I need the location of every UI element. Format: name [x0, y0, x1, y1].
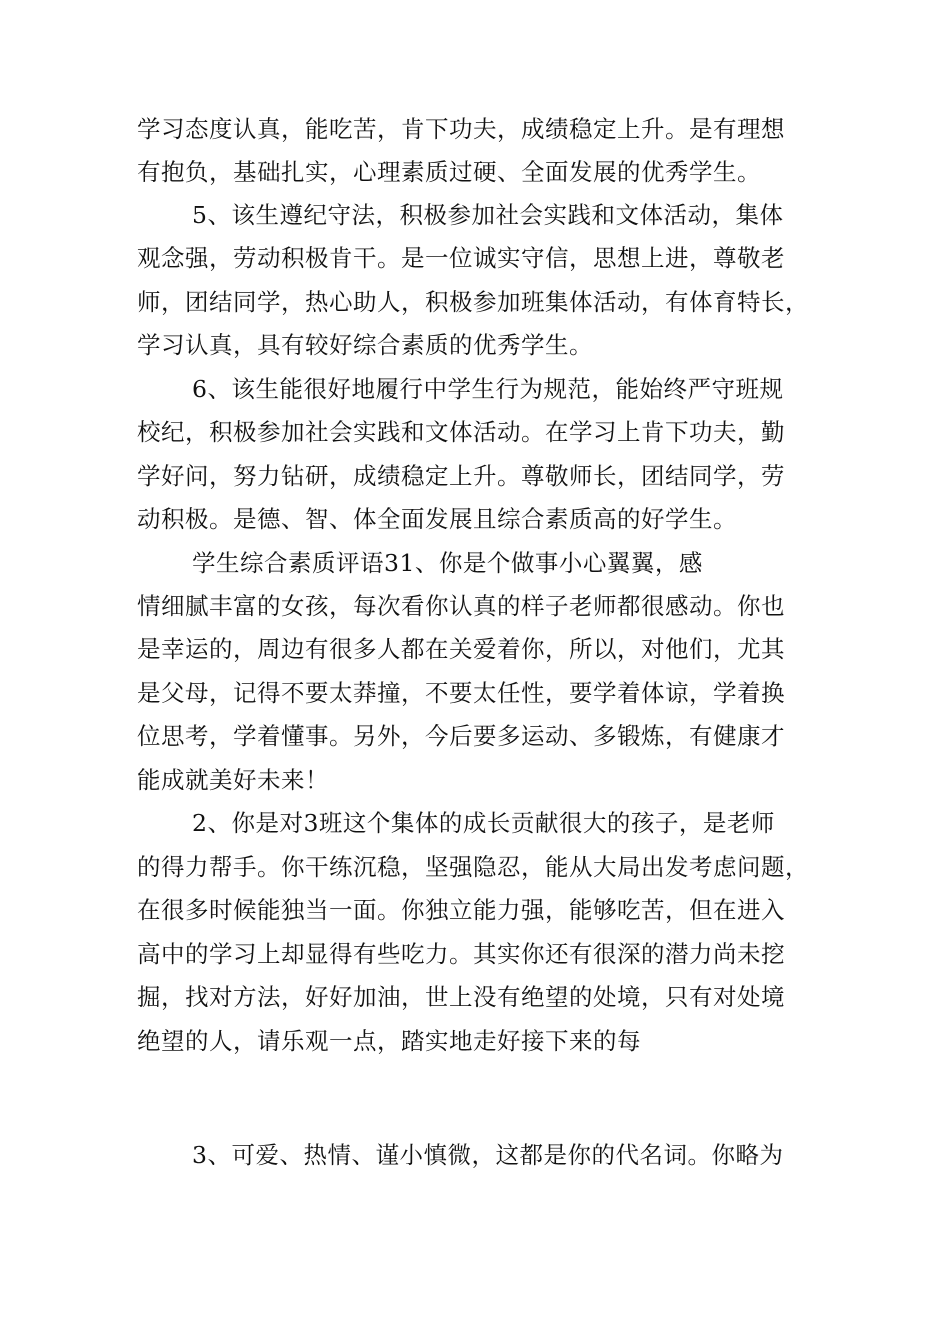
text-line: 情细腻丰富的女孩，每次看你认真的样子老师都很感动。你也: [137, 592, 785, 620]
text-line: 高中的学习上却显得有些吃力。其实你还有很深的潜力尚未挖: [137, 940, 785, 968]
text-line: 位思考，学着懂事。另外，今后要多运动、多锻炼，有健康才: [137, 722, 785, 750]
text-line: 掘，找对方法，好好加油，世上没有绝望的处境，只有对处境: [137, 983, 785, 1011]
paragraph-start-line: 学生综合素质评语31、你是个做事小心翼翼，感: [192, 549, 703, 577]
text-line: 校纪，积极参加社会实践和文体活动。在学习上肯下功夫，勤: [137, 418, 785, 446]
text-line: 能成就美好未来！: [137, 766, 329, 794]
text-line: 动积极。是德、智、体全面发展且综合素质高的好学生。: [137, 505, 737, 533]
text-line: 是幸运的，周边有很多人都在关爱着你，所以，对他们，尤其: [137, 635, 785, 663]
text-line: 在很多时候能独当一面。你独立能力强，能够吃苦，但在进入: [137, 896, 785, 924]
text-line: 有抱负，基础扎实，心理素质过硬、全面发展的优秀学生。: [137, 158, 761, 186]
text-line: 学习态度认真，能吃苦，肯下功夫，成绩稳定上升。是有理想: [137, 115, 785, 143]
paragraph-start-line: 6、该生能很好地履行中学生行为规范，能始终严守班规: [192, 375, 784, 403]
paragraph-start-line: 5、该生遵纪守法，积极参加社会实践和文体活动，集体: [192, 201, 784, 229]
text-line: 绝望的人，请乐观一点，踏实地走好接下来的每: [137, 1027, 641, 1055]
text-line: 是父母，记得不要太莽撞，不要太任性，要学着体谅，学着换: [137, 679, 785, 707]
text-line: 观念强，劳动积极肯干。是一位诚实守信，思想上进，尊敬老: [137, 244, 785, 272]
text-line: 的得力帮手。你干练沉稳，坚强隐忍，能从大局出发考虑问题，: [137, 853, 809, 881]
text-line: 学习认真，具有较好综合素质的优秀学生。: [137, 331, 593, 359]
paragraph-start-line: 2、你是对3班这个集体的成长贡献很大的孩子，是老师: [192, 809, 775, 837]
paragraph-start-line: 3、可爱、热情、谨小慎微，这都是你的代名词。你略为: [192, 1141, 784, 1169]
text-line: 学好问，努力钻研，成绩稳定上升。尊敬师长，团结同学，劳: [137, 462, 785, 490]
text-line: 师，团结同学，热心助人，积极参加班集体活动，有体育特长，: [137, 288, 809, 316]
